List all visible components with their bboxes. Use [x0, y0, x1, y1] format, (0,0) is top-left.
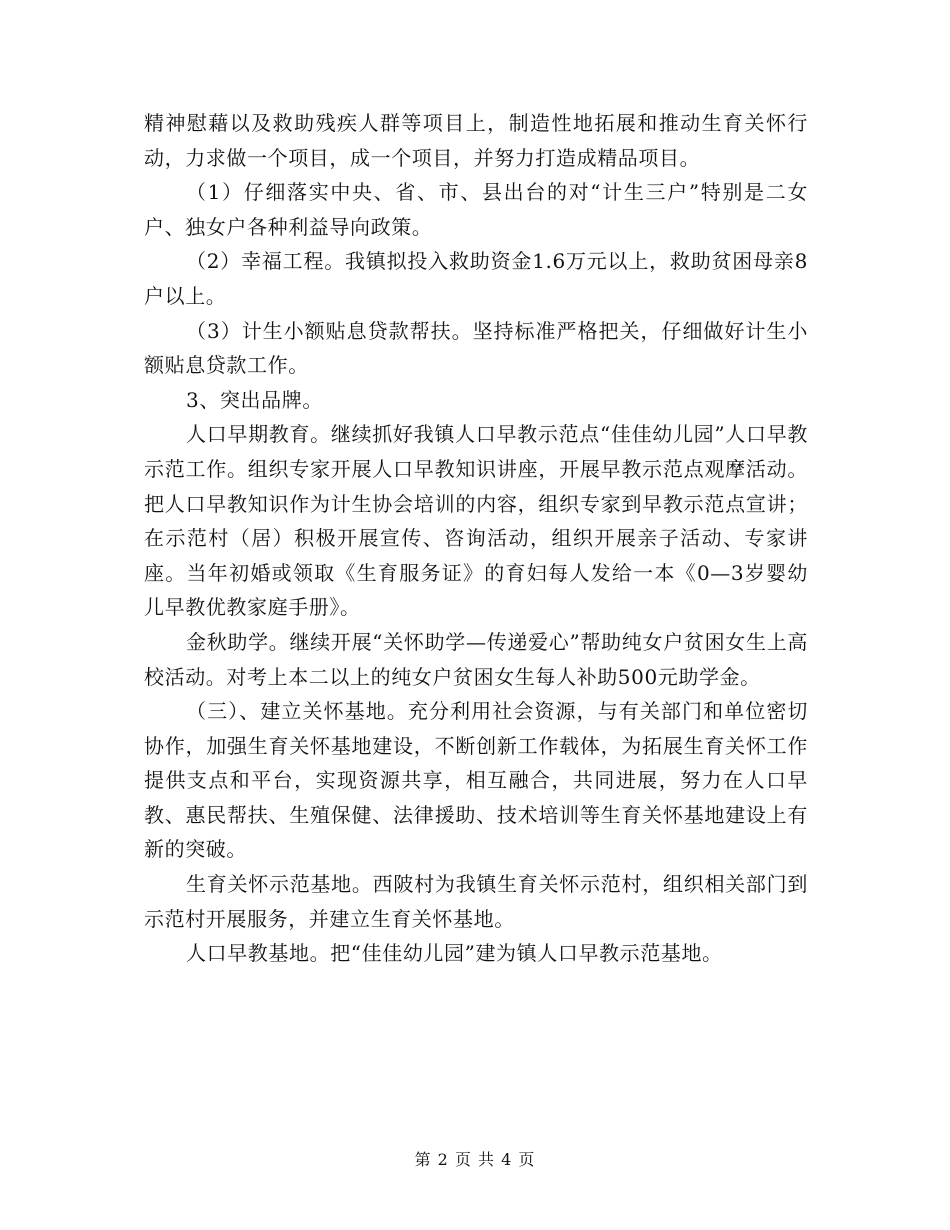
paragraph: （3）计生小额贴息贷款帮扶。坚持标准严格把关，仔细做好计生小额贴息贷款工作。 — [144, 318, 808, 378]
paragraph: 金秋助学。继续开展“关怀助学—传递爱心”帮助纯女户贫困女生上高校活动。对考上本二以上的纯女户贫困女生每人补助500元助学金。 — [144, 629, 808, 689]
paragraph: （三）、建立关怀基地。充分利用社会资源，与有关部门和单位密切协作，加强生育关怀基地建设，不断创新工作载体，为拓展生育关怀工作提供支点和平台，实现资源共享，相互融合，共同进展，努力在人口早教、惠民帮扶、生殖保健、法律援助、技术培训等生育关怀基地建设上有新的突破。 — [144, 699, 808, 862]
page-number-footer: 第 2 页 共 4 页 — [414, 1150, 536, 1169]
document-body — [144, 106, 808, 971]
paragraph: （2）幸福工程。我镇拟投入救助资金1.6万元以上，救助贫困母亲8户以上。 — [144, 249, 808, 308]
paragraph: 人口早教基地。把“佳佳幼儿园”建为镇人口早教示范基地。 — [186, 941, 723, 966]
paragraph: （1）仔细落实中央、省、市、县出台的对“计生三户”特别是二女户、独女户各种利益导向政策。 — [144, 180, 808, 239]
paragraph: 人口早期教育。继续抓好我镇人口早教示范点“佳佳幼儿园”人口早教示范工作。组织专家开展人口早教知识讲座，开展早教示范点观摩活动。把人口早教知识作为计生协会培训的内容，组织专家到早教示范点宣讲；在示范村（居）积极开展宣传、咨询活动，组织开展亲子活动、专家讲座。当年初婚或领取《生育服务证》的育妇每人发给一本《0—3岁婴幼儿早教优教家庭手册》。 — [144, 422, 808, 620]
paragraph: 精神慰藉以及救助残疾人群等项目上，制造性地拓展和推动生育关怀行动，力求做一个项目，成一个项目，并努力打造成精品项目。 — [144, 111, 808, 170]
paragraph: 生育关怀示范基地。西陂村为我镇生育关怀示范村，组织相关部门到示范村开展服务，并建立生育关怀基地。 — [144, 872, 808, 931]
section-heading: 3、突出品牌。 — [186, 387, 323, 412]
